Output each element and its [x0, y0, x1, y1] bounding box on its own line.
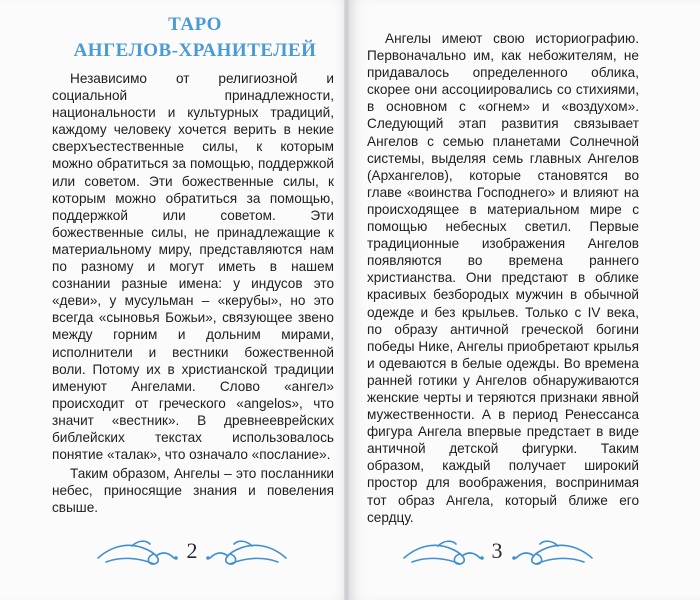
- paragraph: Независимо от религиозной и социальной принадлежности, национальности и культурных традиций, каждому человеку хочется верить в некие сверхъестественные силы, к которым можно обратиться за помощью, поддержкой или советом. Эти божественные силы, к которым можно обратиться за помощью, поддержкой или советом. Эти божественные силы, не принадлежащие к материальному миру, представляются нам по разному и могут иметь в нашем сознании разные имена: у индусов это «деви», у мусульман – «керубы», но это всегда «сыновья Божьи», связующее звено между горним и дольним мирами, исполнители и вестники божественной воли. Потому их в христианской традиции именуют Ангелами. Слово «ангел» происходит от греческого «angelos», что значит «вестник». В древнееврейских библейских текстах использовалось понятие «талак», что означало «послание».: [52, 71, 334, 463]
- title-line-2: АНГЕЛОВ-ХРАНИТЕЛЕЙ: [73, 40, 317, 61]
- right-page-text: [367, 30, 639, 526]
- page-number: 3: [491, 538, 503, 563]
- book-gutter: [344, 0, 350, 600]
- left-page-text: [52, 70, 334, 516]
- left-page: [0, 0, 347, 600]
- title-line-1: ТАРО: [168, 14, 222, 35]
- page-number: 2: [186, 538, 198, 563]
- paragraph: Таким образом, Ангелы – это посланники небес, приносящие знания и повеления свыше.: [52, 466, 334, 516]
- paragraph: Ангелы имеют свою историографию. Первоначально им, как небожителям, не придавалось определенного облика, скорее они ассоциировались со стихиями, в основном с «огнем» и «воздухом». Следующий этап развития связывает Ангелов с семью планетами Солнечной системы, выделяя семь главных Ангелов (Архангелов), которые становятся во главе «воинства Господнего» и влияют на происходящее в материальном мире с помощью небесных светил. Первые традиционные изображения Ангелов появляются во времена раннего христианства. Они предстают в облике красивых безбородых мужчин в обычной одежде и без крыльев. Только с IV века, по образу античной греческой богини победы Нике, Ангелы приобретают крылья и одеваются в белые одежды. Во времена ранней готики у Ангелов обнаруживаются женские черты и теряются признаки явной мужественности. А в период Ренессанса фигура Ангела впервые предстает в виде античной детской фигурки. Таким образом, каждый получает широкий простор для воображения, воспринимая тот образ Ангела, который ближе его сердцу.: [367, 31, 639, 525]
